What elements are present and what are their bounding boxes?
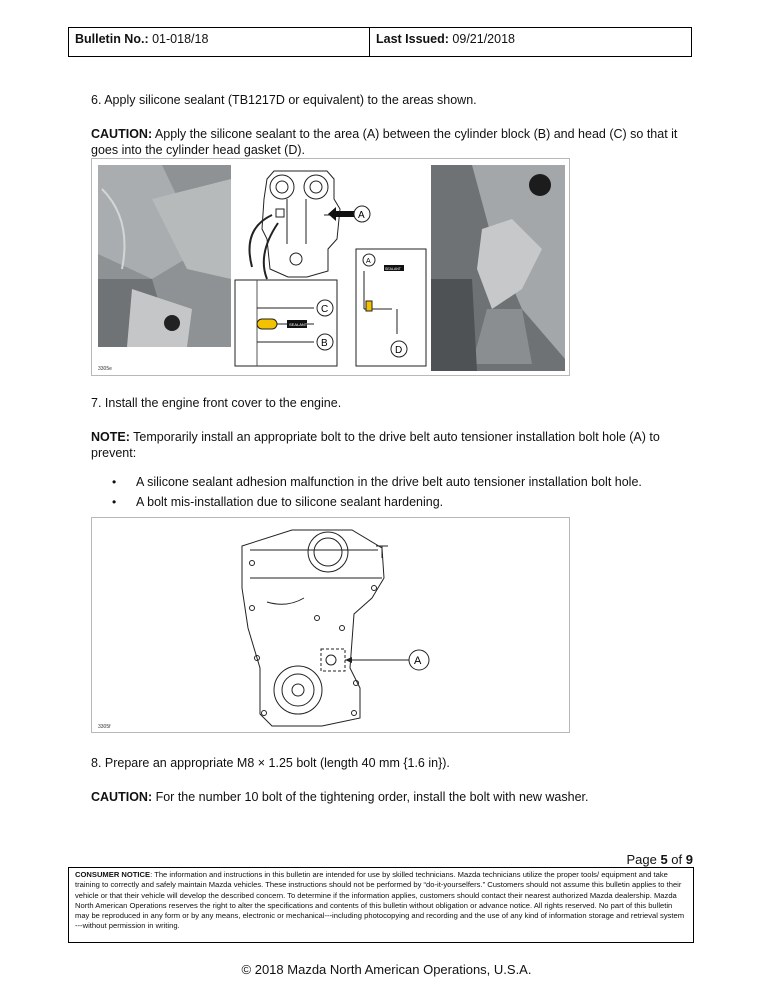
step-7-text: 7. Install the engine front cover to the engine.	[91, 396, 342, 410]
last-issued-cell	[370, 28, 521, 56]
sealant-diagram	[92, 159, 571, 377]
step-8-caution	[91, 789, 691, 805]
bulletin-number-label: Bulletin No.:	[75, 32, 149, 46]
page-current: 5	[660, 852, 668, 867]
caution-label: CAUTION:	[91, 127, 153, 141]
page-total: 9	[685, 852, 693, 867]
consumer-notice	[68, 867, 694, 943]
consumer-notice-label: CONSUMER NOTICE	[75, 870, 151, 879]
bulletin-header	[68, 27, 692, 57]
front-cover-diagram	[92, 518, 571, 734]
label-a-inset: A	[366, 258, 371, 265]
step-6-caution	[91, 126, 691, 158]
figure-id-3305e: 3305e	[98, 366, 112, 372]
bulletin-number: 01-018/18	[152, 32, 209, 46]
figure-sealant-application	[91, 158, 570, 376]
zoom-inset-gasket	[356, 249, 426, 366]
front-cover-line-drawing	[242, 530, 388, 726]
list-item: • A bolt mis-installation due to silicone sealant hardening.	[110, 492, 642, 512]
step-8-text: 8. Prepare an appropriate M8 × 1.25 bolt (length 40 mm {1.6 in}).	[91, 756, 450, 770]
engine-line-drawing	[262, 171, 340, 277]
sealant-tube-label-2: SEALANT	[385, 267, 401, 271]
figure-front-cover	[91, 517, 570, 733]
note-label: NOTE:	[91, 430, 130, 444]
note-text: Temporarily install an appropriate bolt to the drive belt auto tensioner installation bolt hole (A) to prevent:	[91, 430, 660, 460]
label-b: B	[321, 338, 328, 349]
sealant-tube-label: SEALANT	[289, 322, 308, 327]
label-d: D	[395, 345, 403, 356]
label-c: C	[321, 304, 329, 315]
list-item: • A silicone sealant adhesion malfunction in the drive belt auto tensioner installation bolt hole.	[110, 472, 642, 492]
zoom-inset-cylinder	[235, 280, 337, 366]
caution-text: Apply the silicone sealant to the area (A) between the cylinder block (B) and head (C) so that it goes into the cylinder head gasket (D).	[91, 127, 678, 157]
caution-label: CAUTION:	[91, 790, 153, 804]
page-number	[626, 852, 693, 867]
left-engine-photo	[98, 165, 231, 347]
bulletin-number-cell	[69, 28, 370, 56]
page-word: Page	[626, 852, 657, 867]
figure-id-3305f: 3305f	[98, 724, 111, 730]
callout-arrow-a	[328, 206, 370, 222]
label-a-bolt-hole: A	[414, 655, 422, 667]
caution-text: For the number 10 bolt of the tightening order, install the bolt with new washer.	[155, 790, 589, 804]
note-bullet-list	[110, 472, 642, 512]
label-a: A	[358, 210, 365, 221]
step-7-note	[91, 429, 691, 461]
step-6-text: 6. Apply silicone sealant (TB1217D or equivalent) to the areas shown.	[91, 93, 477, 107]
page-of: of	[671, 852, 683, 867]
copyright: © 2018 Mazda North American Operations, U.S.A.	[241, 962, 532, 977]
right-engine-photo	[431, 165, 565, 371]
last-issued-date: 09/21/2018	[452, 32, 515, 46]
tensioner-bolt-hole-highlight	[321, 649, 345, 671]
callout-a	[345, 650, 429, 670]
consumer-notice-text: : The information and instructions in this bulletin are intended for use by skilled technicians. Mazda technicians utilize the proper tools/ equipment and take training to correctly and safely maintain Mazda vehicles. These instructions should not be performed by “do-it-yourselfers.” Customers should not assume this bulletin applies to their vehicle or that their vehicle will develop the described concern. To determine if the information applies, customers should contact their nearest authorized Mazda dealership. Mazda North American Operations reserves the right to alter the specifications and contents of this bulletin without obligation or advance notice. All rights reserved. No part of this bulletin may be reproduced in any form or by any means, electronic or mechanical---including photocopying and recording and the use of any kind of information storage and retrieval system ---without permission in writing.	[75, 870, 685, 931]
sealant-bead-line-2	[264, 223, 278, 279]
last-issued-label: Last Issued:	[376, 32, 449, 46]
